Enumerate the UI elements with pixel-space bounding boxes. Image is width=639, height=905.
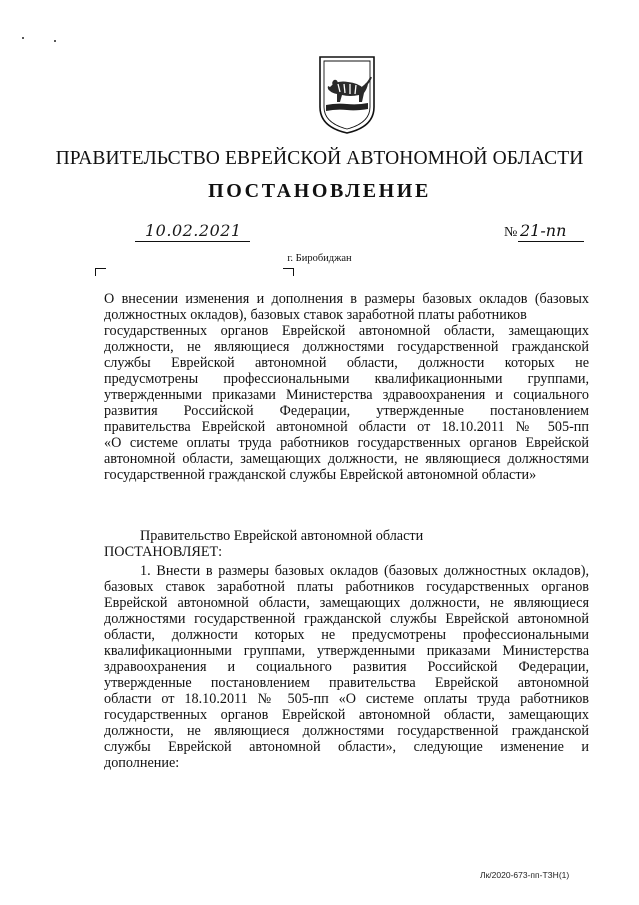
body-line: здравоохранения и социального развития Российской Федерации,: [104, 659, 589, 675]
government-title: ПРАВИТЕЛЬСТВО ЕВРЕЙСКОЙ АВТОНОМНОЙ ОБЛАСТИ: [55, 148, 584, 169]
subject-line: «О системе оплаты труда работников государственных органов Еврейской: [104, 435, 589, 451]
footer-code: Лк/2020-673-пп-ТЗН(1): [480, 870, 570, 880]
body-line: дополнение:: [104, 755, 180, 771]
scan-speck: [22, 37, 24, 39]
document-type: ПОСТАНОВЛЕНИЕ: [208, 180, 431, 202]
document-number: 21-пп: [520, 221, 567, 240]
body-line: утвержденные постановлением правительства Еврейской автономной: [104, 675, 589, 691]
body-line: 1. Внести в размеры базовых окладов (базовых должностных окладов),: [140, 563, 589, 579]
body-line: базовых ставок заработной платы работников государственных органов: [104, 579, 589, 595]
body-line: государственных органов Еврейской автономной области, замещающих: [104, 707, 589, 723]
subject-line: службы Еврейской автономной области, должности которых не: [104, 355, 589, 371]
city: г. Биробиджан: [287, 253, 352, 264]
subject-line: государственных органов Еврейской автономной области, замещающих: [104, 323, 589, 339]
subject-line: государственной гражданской службы Еврейской автономной области»: [104, 467, 537, 483]
body-line: области от 18.10.2011 № 505-пп «О системе оплаты труда работников: [104, 691, 589, 707]
subject-line: должностных окладов), базовых ставок заработной платы работников: [104, 307, 527, 323]
subject-line: предусмотрены профессиональными квалификационными группами,: [104, 371, 589, 387]
number-sign: №: [504, 225, 518, 240]
preamble-decree: ПОСТАНОВЛЯЕТ:: [104, 544, 223, 560]
body-line: Еврейской автономной области, замещающих должности, не являющиеся: [104, 595, 589, 611]
subject-line: утвержденными приказами Министерства здравоохранения и социального: [104, 387, 589, 403]
preamble-government: Правительство Еврейской автономной области: [140, 528, 424, 544]
subject-line: О внесении изменения и дополнения в размеры базовых окладов (базовых: [104, 291, 589, 307]
bracket-right: [283, 268, 294, 276]
body-line: должности, не являющиеся должностями государственной гражданской: [104, 723, 589, 739]
body-line: службы Еврейской автономной области», следующие изменение и: [104, 739, 589, 755]
document-date: 10.02.2021: [145, 221, 242, 240]
subject-line: развития Российской Федерации, утвержденные постановлением: [104, 403, 589, 419]
body-line: квалификационными группами, утвержденными приказами Министерства: [104, 643, 589, 659]
subject-line: правительства Еврейской автономной области от 18.10.2011 № 505-пп: [104, 419, 589, 435]
bracket-left: [95, 268, 106, 276]
coat-of-arms-tiger-icon: [316, 53, 378, 135]
body-line: области, должности которых не предусмотрены профессиональными: [104, 627, 589, 643]
subject-line: должности, не являющиеся должностями государственной гражданской: [104, 339, 589, 355]
scan-speck: [54, 40, 56, 42]
subject-line: автономной области, замещающих должности, не являющиеся должностями: [104, 451, 589, 467]
body-line: должностями государственной гражданской службы Еврейской автономной: [104, 611, 589, 627]
